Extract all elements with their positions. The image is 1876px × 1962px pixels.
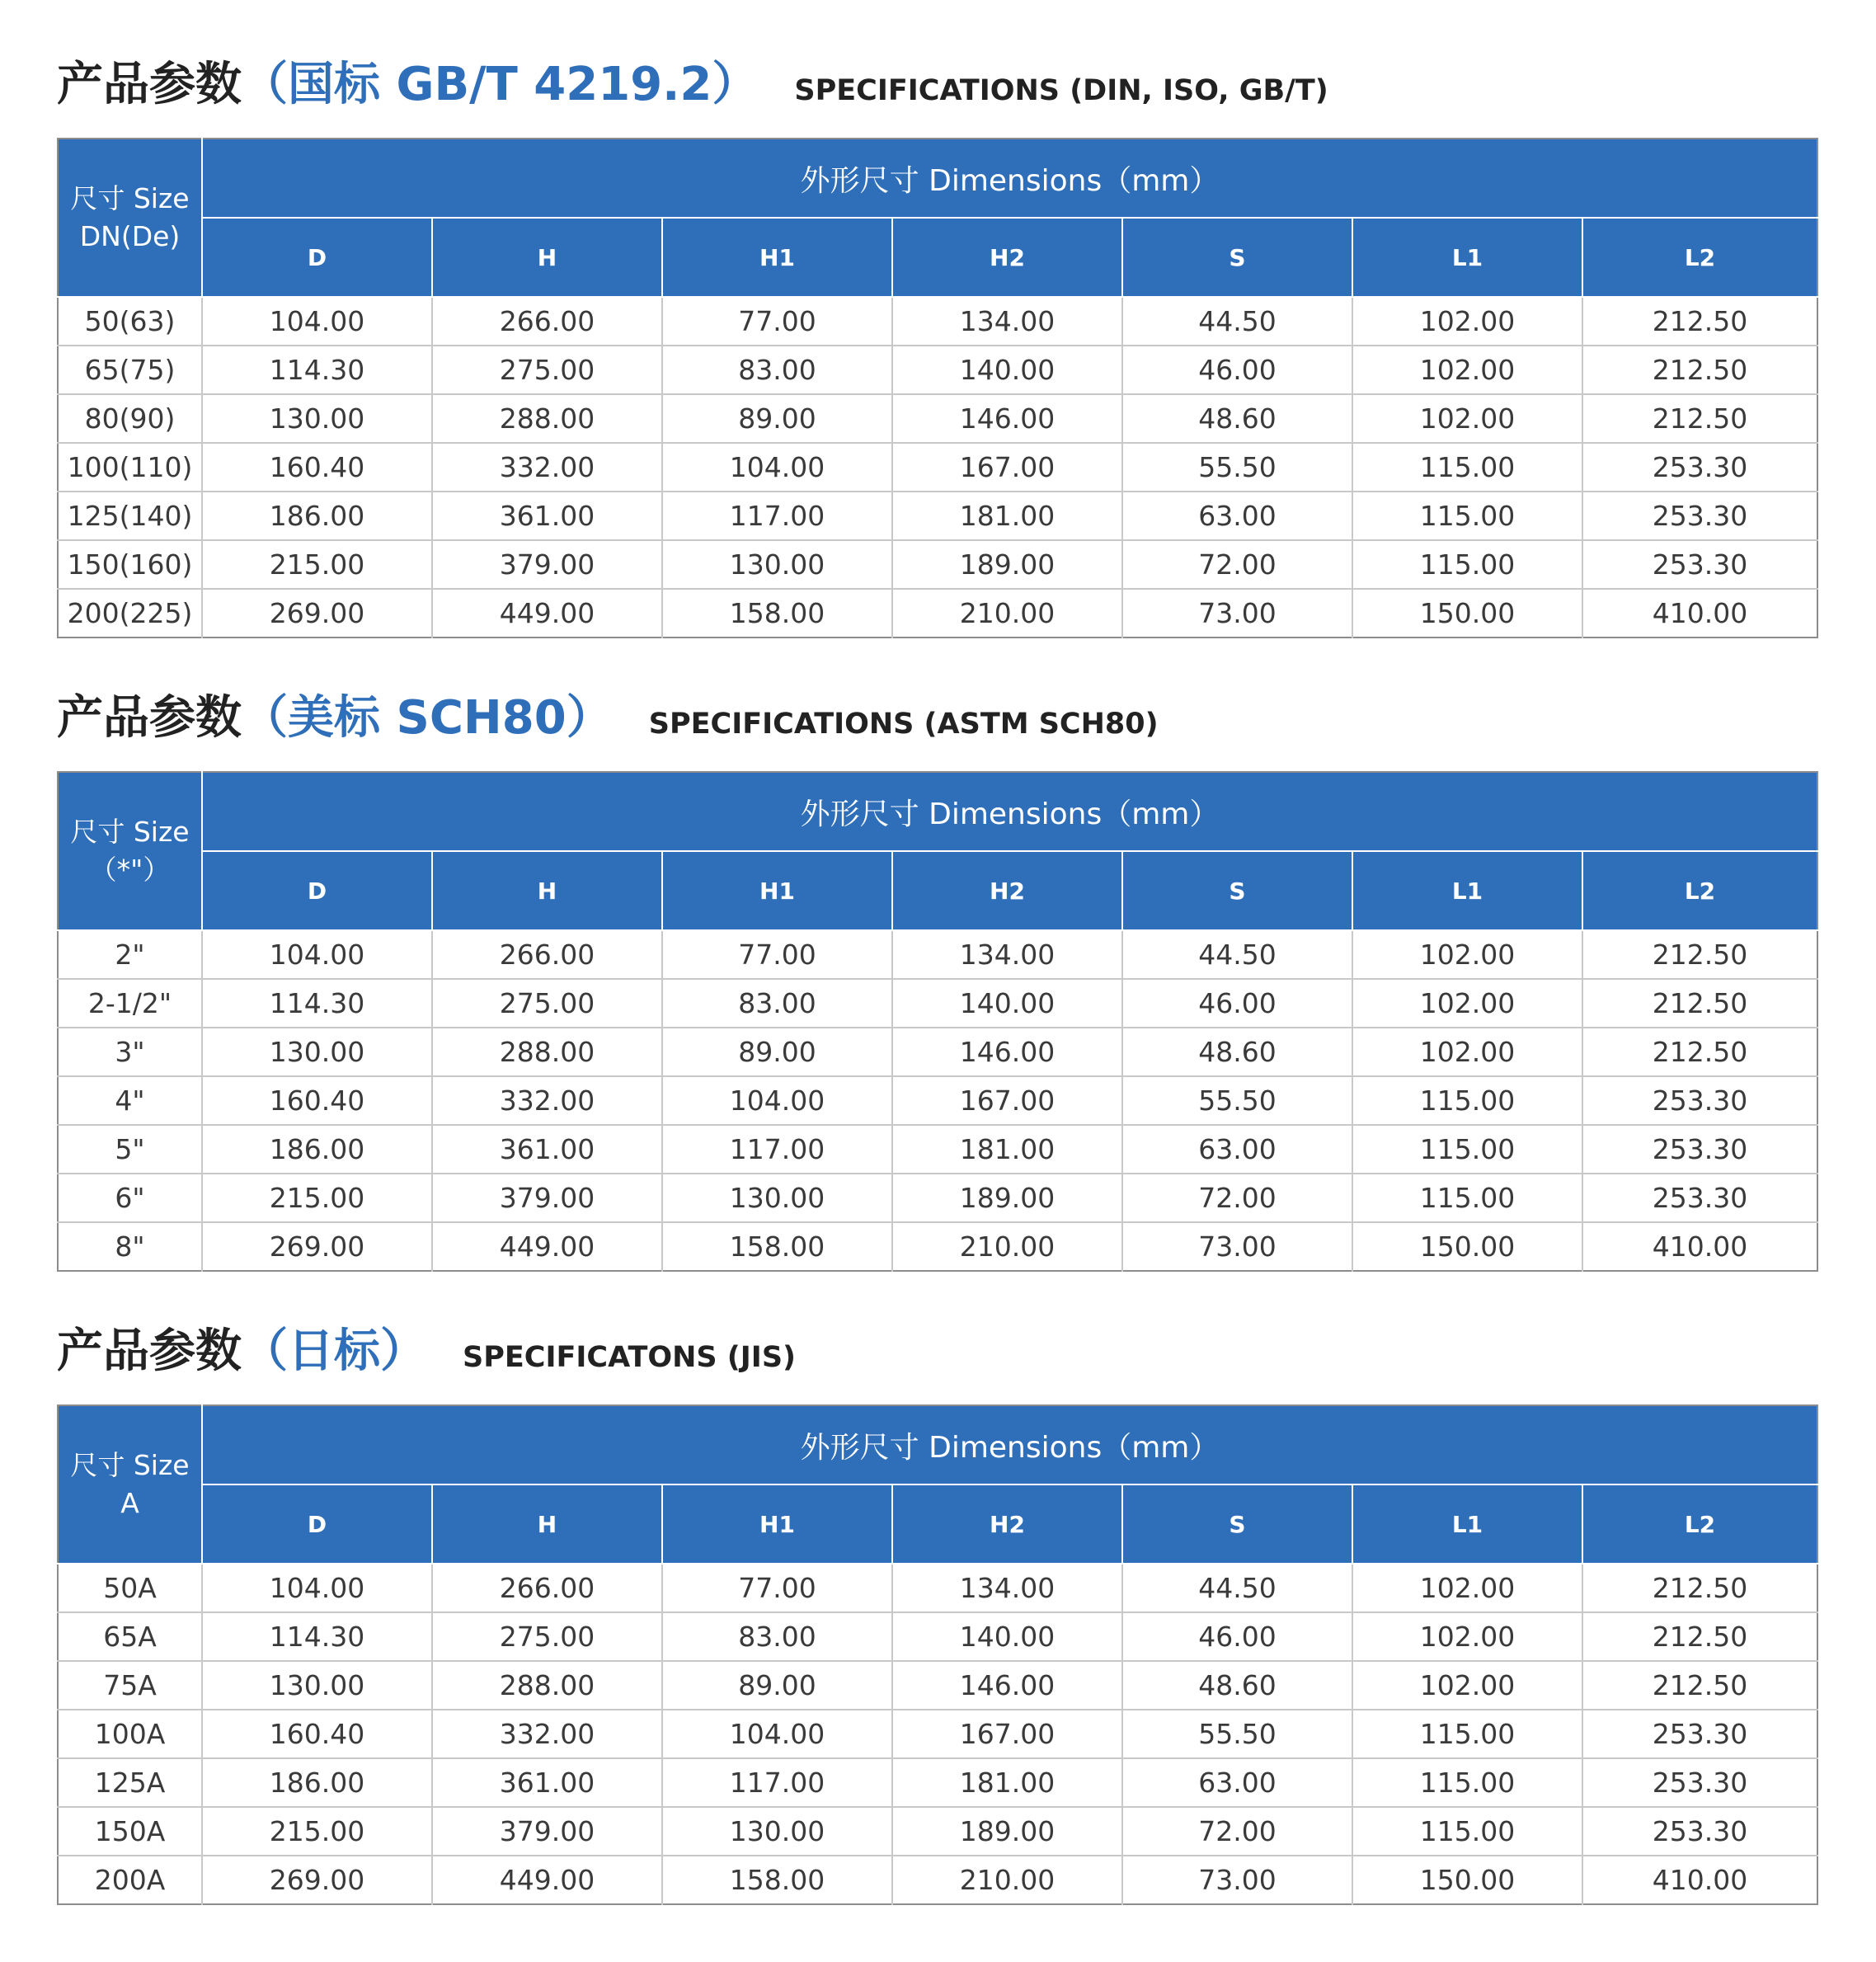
dimension-cell: 55.50 xyxy=(1122,443,1352,492)
size-cell: 150A xyxy=(58,1807,202,1856)
dimension-cell: 167.00 xyxy=(892,443,1122,492)
dimension-cell: 102.00 xyxy=(1352,930,1582,979)
section-heading xyxy=(57,48,1328,122)
dimension-cell: 130.00 xyxy=(202,1028,432,1076)
dimension-cell: 115.00 xyxy=(1352,492,1582,540)
size-header xyxy=(58,139,202,297)
dimension-cell: 275.00 xyxy=(432,1612,662,1661)
dimension-cell: 275.00 xyxy=(432,346,662,394)
dimension-cell: 266.00 xyxy=(432,930,662,979)
dimension-cell: 140.00 xyxy=(892,346,1122,394)
table-row xyxy=(58,1612,1817,1661)
dimension-cell: 102.00 xyxy=(1352,1612,1582,1661)
section-title-standard: （美标 SCH80） xyxy=(242,691,613,745)
table-row xyxy=(58,1807,1817,1856)
dimension-cell: 379.00 xyxy=(432,1807,662,1856)
dimension-cell: 361.00 xyxy=(432,1125,662,1174)
table-row xyxy=(58,1076,1817,1125)
dimension-cell: 186.00 xyxy=(202,1125,432,1174)
table-row xyxy=(58,1710,1817,1758)
table-row xyxy=(58,297,1817,346)
column-header-l2: L2 xyxy=(1582,1484,1817,1564)
table-body xyxy=(58,930,1817,1271)
dimension-cell: 77.00 xyxy=(662,297,892,346)
dimension-cell: 130.00 xyxy=(202,1661,432,1710)
dimension-cell: 46.00 xyxy=(1122,1612,1352,1661)
dimension-cell: 89.00 xyxy=(662,1661,892,1710)
dimension-cell: 158.00 xyxy=(662,589,892,638)
dimension-cell: 253.30 xyxy=(1582,1174,1817,1222)
dimension-cell: 63.00 xyxy=(1122,1125,1352,1174)
dimension-cell: 379.00 xyxy=(432,1174,662,1222)
dimension-cell: 266.00 xyxy=(432,1564,662,1612)
section-heading xyxy=(57,1315,796,1389)
dimension-cell: 253.30 xyxy=(1582,540,1817,589)
table-row xyxy=(58,1564,1817,1612)
dimensions-header: 外形尺寸 Dimensions（mm） xyxy=(202,139,1817,218)
dimension-cell: 275.00 xyxy=(432,979,662,1028)
column-header-h2: H2 xyxy=(892,1484,1122,1564)
dimension-cell: 117.00 xyxy=(662,1758,892,1807)
column-header-h2: H2 xyxy=(892,851,1122,930)
dimension-cell: 253.30 xyxy=(1582,1807,1817,1856)
table-row xyxy=(58,1222,1817,1271)
column-header-s: S xyxy=(1122,851,1352,930)
dimension-cell: 449.00 xyxy=(432,1222,662,1271)
dimension-cell: 115.00 xyxy=(1352,1076,1582,1125)
dimension-cell: 104.00 xyxy=(662,1710,892,1758)
dimension-cell: 115.00 xyxy=(1352,1174,1582,1222)
dimension-cell: 449.00 xyxy=(432,589,662,638)
dimension-cell: 104.00 xyxy=(662,1076,892,1125)
column-header-l1: L1 xyxy=(1352,851,1582,930)
column-header-s: S xyxy=(1122,1484,1352,1564)
dimension-cell: 167.00 xyxy=(892,1710,1122,1758)
dimension-cell: 102.00 xyxy=(1352,1661,1582,1710)
dimension-cell: 140.00 xyxy=(892,1612,1122,1661)
dimensions-header: 外形尺寸 Dimensions（mm） xyxy=(202,772,1817,851)
dimension-cell: 83.00 xyxy=(662,979,892,1028)
dimension-cell: 181.00 xyxy=(892,492,1122,540)
dimension-cell: 266.00 xyxy=(432,297,662,346)
size-header-unit: A xyxy=(120,1487,139,1519)
size-cell: 200(225) xyxy=(58,589,202,638)
dimension-cell: 160.40 xyxy=(202,443,432,492)
dimension-cell: 332.00 xyxy=(432,443,662,492)
dimension-cell: 410.00 xyxy=(1652,597,1748,629)
size-cell: 100(110) xyxy=(58,443,202,492)
column-header-h1: H1 xyxy=(662,851,892,930)
column-header-h: H xyxy=(432,218,662,297)
dimension-cell: 253.30 xyxy=(1582,492,1817,540)
table-row xyxy=(58,1125,1817,1174)
section-title-en: SPECIFICATONS (JIS) xyxy=(463,1341,797,1374)
dimension-cell: 158.00 xyxy=(662,1222,892,1271)
dimension-cell: 150.00 xyxy=(1352,589,1582,638)
size-cell: 100A xyxy=(58,1710,202,1758)
dimension-cell: 212.50 xyxy=(1582,297,1817,346)
dimension-cell: 212.50 xyxy=(1582,1612,1817,1661)
spec-table xyxy=(57,1404,1818,1905)
dimension-cell: 210.00 xyxy=(892,1222,1122,1271)
size-cell: 50(63) xyxy=(58,297,202,346)
dimension-cell: 55.50 xyxy=(1122,1710,1352,1758)
dimension-cell: 253.30 xyxy=(1582,1758,1817,1807)
dimension-cell: 114.30 xyxy=(202,979,432,1028)
table-body xyxy=(58,1564,1817,1904)
dimension-cell: 115.00 xyxy=(1352,1807,1582,1856)
dimension-cell: 160.40 xyxy=(202,1710,432,1758)
dimension-cell: 130.00 xyxy=(662,1174,892,1222)
size-cell: 200A xyxy=(58,1856,202,1904)
dimension-cell: 449.00 xyxy=(432,1856,662,1904)
size-header-unit: （*"） xyxy=(89,854,171,886)
size-cell: 65(75) xyxy=(58,346,202,394)
section-heading xyxy=(57,681,1159,755)
dimension-cell: 146.00 xyxy=(892,394,1122,443)
table-row xyxy=(58,1856,1817,1904)
size-header-label: 尺寸 Size xyxy=(70,816,190,848)
dimension-cell: 114.30 xyxy=(202,346,432,394)
dimension-cell: 253.30 xyxy=(1582,443,1817,492)
dimension-cell: 210.00 xyxy=(892,1856,1122,1904)
dimension-cell: 215.00 xyxy=(202,540,432,589)
dimension-cell: 130.00 xyxy=(662,540,892,589)
dimension-cell: 253.30 xyxy=(1582,1125,1817,1174)
column-header-h2: H2 xyxy=(892,218,1122,297)
dimension-cell: 117.00 xyxy=(662,492,892,540)
size-header-unit: DN(De) xyxy=(79,220,181,252)
dimension-cell: 332.00 xyxy=(432,1710,662,1758)
dimension-cell: 150.00 xyxy=(1352,1222,1582,1271)
dimension-cell: 253.30 xyxy=(1582,1076,1817,1125)
dimension-cell: 115.00 xyxy=(1352,1758,1582,1807)
table-row xyxy=(58,930,1817,979)
table-row xyxy=(58,589,1817,638)
dimension-cell: 48.60 xyxy=(1122,1028,1352,1076)
dimension-cell: 269.00 xyxy=(202,1222,432,1271)
dimension-cell: 146.00 xyxy=(892,1028,1122,1076)
size-cell: 125A xyxy=(58,1758,202,1807)
dimension-cell: 115.00 xyxy=(1352,1125,1582,1174)
dimension-cell: 130.00 xyxy=(202,394,432,443)
dimension-cell: 104.00 xyxy=(202,297,432,346)
table-row xyxy=(58,492,1817,540)
dimension-cell: 361.00 xyxy=(432,492,662,540)
table-row xyxy=(58,540,1817,589)
column-header-d: D xyxy=(202,851,432,930)
dimension-cell: 134.00 xyxy=(892,1564,1122,1612)
size-cell: 50A xyxy=(58,1564,202,1612)
size-cell: 150(160) xyxy=(58,540,202,589)
dimension-cell: 253.30 xyxy=(1582,1710,1817,1758)
dimension-cell: 102.00 xyxy=(1352,394,1582,443)
dimension-cell: 102.00 xyxy=(1352,297,1582,346)
dimension-cell: 167.00 xyxy=(892,1076,1122,1125)
dimension-cell: 269.00 xyxy=(202,589,432,638)
dimension-cell: 288.00 xyxy=(432,1028,662,1076)
dimension-cell: 379.00 xyxy=(432,540,662,589)
dimension-cell: 181.00 xyxy=(892,1758,1122,1807)
dimension-cell: 63.00 xyxy=(1122,492,1352,540)
dimension-cell: 215.00 xyxy=(202,1174,432,1222)
dimension-cell: 83.00 xyxy=(662,1612,892,1661)
section-title-zh: 产品参数 xyxy=(57,1324,242,1378)
dimension-cell: 115.00 xyxy=(1352,540,1582,589)
dimension-cell: 150.00 xyxy=(1352,1856,1582,1904)
dimension-cell: 102.00 xyxy=(1352,1564,1582,1612)
column-header-h1: H1 xyxy=(662,218,892,297)
dimension-cell: 104.00 xyxy=(662,443,892,492)
dimension-cell: 102.00 xyxy=(1352,1028,1582,1076)
dimension-cell: 104.00 xyxy=(202,1564,432,1612)
size-header-label: 尺寸 Size xyxy=(70,1449,190,1481)
dimension-cell: 46.00 xyxy=(1122,979,1352,1028)
dimension-cell: 288.00 xyxy=(432,1661,662,1710)
size-cell: 75A xyxy=(58,1661,202,1710)
section-title-en: SPECIFICATIONS (DIN, ISO, GB/T) xyxy=(794,74,1328,107)
dimension-cell: 77.00 xyxy=(662,1564,892,1612)
dimension-cell: 212.50 xyxy=(1582,1661,1817,1710)
dimension-cell: 114.30 xyxy=(202,1612,432,1661)
size-cell: 2" xyxy=(58,930,202,979)
size-header xyxy=(58,1405,202,1564)
section-title-en: SPECIFICATIONS (ASTM SCH80) xyxy=(648,708,1159,741)
dimension-cell: 104.00 xyxy=(202,930,432,979)
dimension-cell: 189.00 xyxy=(892,1807,1122,1856)
table-row xyxy=(58,1758,1817,1807)
dimension-cell: 73.00 xyxy=(1122,1856,1352,1904)
column-header-l1: L1 xyxy=(1352,1484,1582,1564)
dimension-cell: 72.00 xyxy=(1122,540,1352,589)
dimension-cell: 269.00 xyxy=(202,1856,432,1904)
dimension-cell: 115.00 xyxy=(1352,1710,1582,1758)
column-header-h: H xyxy=(432,1484,662,1564)
size-cell: 125(140) xyxy=(58,492,202,540)
dimension-cell: 410.00 xyxy=(1652,1230,1748,1263)
dimension-cell: 117.00 xyxy=(662,1125,892,1174)
dimension-cell: 89.00 xyxy=(662,394,892,443)
column-header-l2: L2 xyxy=(1582,851,1817,930)
dimension-cell: 44.50 xyxy=(1122,297,1352,346)
dimension-cell: 212.50 xyxy=(1582,394,1817,443)
dimension-cell: 215.00 xyxy=(202,1807,432,1856)
dimension-cell: 181.00 xyxy=(892,1125,1122,1174)
size-cell: 4" xyxy=(58,1076,202,1125)
column-header-d: D xyxy=(202,1484,432,1564)
section-title-standard: （国标 GB/T 4219.2） xyxy=(242,58,759,111)
dimension-cell: 146.00 xyxy=(892,1661,1122,1710)
dimension-cell: 158.00 xyxy=(662,1856,892,1904)
size-cell: 6" xyxy=(58,1174,202,1222)
column-header-h: H xyxy=(432,851,662,930)
size-header-label: 尺寸 Size xyxy=(70,182,190,214)
column-header-l2: L2 xyxy=(1582,218,1817,297)
table-row xyxy=(58,1661,1817,1710)
dimension-cell: 189.00 xyxy=(892,1174,1122,1222)
dimension-cell: 46.00 xyxy=(1122,346,1352,394)
dimension-cell: 332.00 xyxy=(432,1076,662,1125)
size-cell: 2-1/2" xyxy=(58,979,202,1028)
table-row xyxy=(58,394,1817,443)
size-cell: 80(90) xyxy=(58,394,202,443)
section-title-standard: （日标） xyxy=(242,1324,426,1378)
dimension-cell: 134.00 xyxy=(892,930,1122,979)
table-row xyxy=(58,1174,1817,1222)
dimension-cell: 72.00 xyxy=(1122,1174,1352,1222)
column-header-l1: L1 xyxy=(1352,218,1582,297)
dimension-cell: 160.40 xyxy=(202,1076,432,1125)
dimension-cell: 130.00 xyxy=(662,1807,892,1856)
dimension-cell: 44.50 xyxy=(1122,1564,1352,1612)
dimension-cell: 212.50 xyxy=(1582,1028,1817,1076)
section-title-zh: 产品参数 xyxy=(57,58,242,111)
dimension-cell: 189.00 xyxy=(892,540,1122,589)
dimension-cell: 73.00 xyxy=(1122,1222,1352,1271)
dimension-cell: 140.00 xyxy=(892,979,1122,1028)
dimension-cell: 63.00 xyxy=(1122,1758,1352,1807)
dimension-cell: 115.00 xyxy=(1352,443,1582,492)
dimension-cell: 212.50 xyxy=(1582,1564,1817,1612)
dimension-cell: 55.50 xyxy=(1122,1076,1352,1125)
dimension-cell: 288.00 xyxy=(432,394,662,443)
dimension-cell: 212.50 xyxy=(1582,346,1817,394)
column-header-d: D xyxy=(202,218,432,297)
dimension-cell: 83.00 xyxy=(662,346,892,394)
dimension-cell: 48.60 xyxy=(1122,1661,1352,1710)
size-cell: 3" xyxy=(58,1028,202,1076)
dimension-cell: 48.60 xyxy=(1122,394,1352,443)
dimension-cell: 361.00 xyxy=(432,1758,662,1807)
section-title-zh: 产品参数 xyxy=(57,691,242,745)
dimension-cell: 89.00 xyxy=(662,1028,892,1076)
table-body xyxy=(58,297,1817,638)
spec-table xyxy=(57,138,1818,638)
size-cell: 5" xyxy=(58,1125,202,1174)
dimension-cell: 410.00 xyxy=(1652,1864,1748,1896)
column-header-s: S xyxy=(1122,218,1352,297)
size-header xyxy=(58,772,202,930)
table-row xyxy=(58,979,1817,1028)
table-row xyxy=(58,1028,1817,1076)
size-cell: 8" xyxy=(58,1222,202,1271)
table-row xyxy=(58,346,1817,394)
dimension-cell: 186.00 xyxy=(202,1758,432,1807)
dimension-cell: 73.00 xyxy=(1122,589,1352,638)
size-cell: 65A xyxy=(58,1612,202,1661)
dimension-cell: 102.00 xyxy=(1352,979,1582,1028)
dimension-cell: 134.00 xyxy=(892,297,1122,346)
dimensions-header: 外形尺寸 Dimensions（mm） xyxy=(202,1405,1817,1484)
dimension-cell: 212.50 xyxy=(1582,930,1817,979)
dimension-cell: 212.50 xyxy=(1582,979,1817,1028)
dimension-cell: 44.50 xyxy=(1122,930,1352,979)
dimension-cell: 102.00 xyxy=(1352,346,1582,394)
dimension-cell: 77.00 xyxy=(662,930,892,979)
spec-table xyxy=(57,771,1818,1272)
dimension-cell: 72.00 xyxy=(1122,1807,1352,1856)
column-header-h1: H1 xyxy=(662,1484,892,1564)
table-row xyxy=(58,443,1817,492)
dimension-cell: 186.00 xyxy=(202,492,432,540)
dimension-cell: 210.00 xyxy=(892,589,1122,638)
